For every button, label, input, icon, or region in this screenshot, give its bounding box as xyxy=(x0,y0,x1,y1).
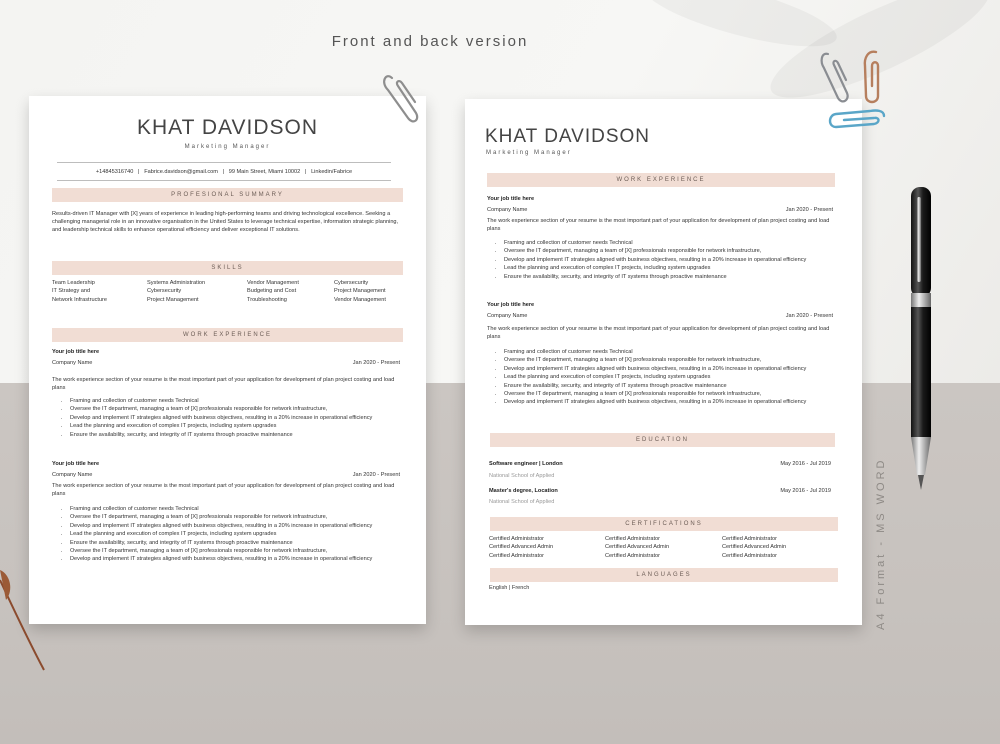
paperclip-icon xyxy=(818,48,852,108)
bullet-item: • Ensure the availability, security, and integrity of IT systems through proactive maintenance xyxy=(70,431,400,439)
cert-item: Certified Administrator xyxy=(605,536,661,542)
certs-col-2 xyxy=(605,535,669,560)
bullet-item: • Ensure the availability, security, and integrity of IT systems through proactive maintenance xyxy=(70,539,400,547)
job-dates: Jan 2020 - Present xyxy=(785,313,833,319)
skills-heading: SKILLS xyxy=(52,261,403,275)
edu-school: National School of Applied xyxy=(489,499,555,505)
bullet-item: • Ensure the availability, security, and integrity of IT systems through proactive maintenance xyxy=(504,382,834,390)
cert-item: Certified Administrator xyxy=(722,536,778,542)
job-title: Your job title here xyxy=(487,196,535,202)
bullet-item: • Lead the planning and execution of complex IT projects, including system upgrades xyxy=(70,530,400,538)
skill-item: Systems Administration xyxy=(147,280,206,286)
summary-heading: PROFESIONAL SUMMARY xyxy=(52,188,403,202)
cert-item: Certified Administrator xyxy=(722,552,778,559)
skill-item: Project Management xyxy=(334,288,386,295)
job-bullets xyxy=(60,397,400,439)
skill-item: Team Leadership xyxy=(52,280,95,286)
work-heading: WORK EXPERIENCE xyxy=(52,328,403,342)
skill-item: Troubleshooting xyxy=(247,296,287,303)
skills-col-2 xyxy=(147,279,205,304)
job-company: Company Name xyxy=(487,313,528,319)
skill-item: IT Strategy and xyxy=(52,288,91,295)
bullet-item: • Oversee the IT department, managing a team of [X] professionals responsible for network infrastructure, xyxy=(504,356,834,364)
pen-icon xyxy=(908,185,934,505)
job-dates: Jan 2020 - Present xyxy=(785,207,833,213)
bullet-item: • Develop and implement IT strategies aligned with business objectives, resulting in a 20% increase in operational efficiency xyxy=(70,414,400,422)
job-dates: Jan 2020 - Present xyxy=(352,472,400,478)
skill-item: Budgeting and Cost xyxy=(247,288,297,295)
certs-col-1 xyxy=(489,535,553,560)
format-caption: A4 Format - MS WORD xyxy=(875,457,887,630)
resume-name: KHAT DAVIDSON xyxy=(485,126,651,147)
cert-item: Certified Administrator xyxy=(489,552,545,559)
bullet-item: • Lead the planning and execution of complex IT projects, including system upgrades xyxy=(504,373,834,381)
bullet-item: • Framing and collection of customer needs Technical xyxy=(70,505,400,513)
skill-item: Cybersecurity xyxy=(334,280,369,286)
resume-front-page xyxy=(29,96,426,624)
resume-role: Marketing Manager xyxy=(184,144,271,150)
bullet-item: • Oversee the IT department, managing a team of [X] professionals responsible for network infrastructure, xyxy=(70,405,400,413)
job-company: Company Name xyxy=(52,360,93,366)
bullet-item: • Framing and collection of customer needs Technical xyxy=(70,397,400,405)
languages-heading: LANGUAGES xyxy=(490,568,838,582)
work-heading: WORK EXPERIENCE xyxy=(487,173,835,187)
edu-degree: Software engineer | London xyxy=(489,461,563,467)
job-description: The work experience section of your resume is the most important part of your application for development of plan project costing and load plans xyxy=(52,377,395,391)
paperclip-icon xyxy=(826,108,888,134)
paperclip-icon xyxy=(382,70,422,130)
bullet-item: • Develop and implement IT strategies aligned with business objectives, resulting in a 20% increase in operational efficiency xyxy=(504,398,834,406)
divider xyxy=(57,180,391,181)
bullet-item: • Lead the planning and execution of complex IT projects, including system upgrades xyxy=(504,264,834,272)
edu-school: National School of Applied xyxy=(489,473,555,479)
contact-line: +14845316740 | Fabrice.davidson@gmail.com | 99 Main Street, Miami 10002 | Linkedin/Fabrice xyxy=(95,169,353,175)
resume-role: Marketing Manager xyxy=(486,150,572,156)
certifications-heading: CERTIFICATIONS xyxy=(490,517,838,531)
dried-leaf-icon xyxy=(0,560,50,680)
paperclip-icon xyxy=(858,48,888,106)
edu-degree: Master's degree, Location xyxy=(489,488,558,494)
job-company: Company Name xyxy=(52,472,93,478)
job-bullets xyxy=(494,239,834,281)
bullet-item: • Oversee the IT department, managing a team of [X] professionals responsible for network infrastructure, xyxy=(70,547,400,555)
certs-col-3 xyxy=(722,535,786,560)
edu-dates: May 2016 - Jul 2019 xyxy=(780,461,831,467)
education-heading: EDUCATION xyxy=(490,433,835,447)
contact-email: Fabrice.davidson@gmail.com xyxy=(144,169,218,175)
languages-text: English | French xyxy=(489,585,530,591)
contact-address: 99 Main Street, Miami 10002 xyxy=(228,169,301,175)
skill-item: Vendor Management xyxy=(334,296,386,303)
bullet-item: • Lead the planning and execution of complex IT projects, including system upgrades xyxy=(70,422,400,430)
skills-col-3 xyxy=(247,279,299,304)
contact-linkedin: Linkedin/Fabrice xyxy=(311,169,353,175)
bullet-item: • Framing and collection of customer needs Technical xyxy=(504,348,834,356)
bullet-item: • Framing and collection of customer needs Technical xyxy=(504,239,834,247)
mockup-caption: Front and back version xyxy=(331,33,529,50)
bullet-item: • Oversee the IT department, managing a team of [X] professionals responsible for network infrastructure, xyxy=(70,513,400,521)
job-title: Your job title here xyxy=(52,349,100,355)
contact-phone: +14845316740 xyxy=(95,169,134,175)
job-company: Company Name xyxy=(487,207,528,213)
summary-text: Results-driven IT Manager with [X] years of experience in leading high-performing teams and driving technological excellence. Seeking a challenging managerial role in an innovative organisation in the United States to leverage technical expertise, information strategic planning, and leadership technical skills to enhance operational efficiency and deliver exceptional IT solutions. xyxy=(52,211,399,233)
edu-dates: May 2016 - Jul 2019 xyxy=(780,488,831,494)
job-bullets xyxy=(494,348,834,407)
resume-back-page xyxy=(465,99,862,625)
skill-item: Cybersecurity xyxy=(147,288,182,295)
cert-item: Certified Advanced Admin xyxy=(489,544,554,551)
divider xyxy=(57,162,391,163)
skills-col-4 xyxy=(334,279,386,304)
job-title: Your job title here xyxy=(52,461,100,467)
job-description: The work experience section of your resume is the most important part of your application for development of plan project costing and load plans xyxy=(52,483,395,497)
skill-item: Project Management xyxy=(147,296,199,303)
cert-item: Certified Advanced Admin xyxy=(605,544,670,551)
job-bullets xyxy=(60,505,400,564)
bullet-item: • Develop and implement IT strategies aligned with business objectives, resulting in a 20% increase in operational efficiency xyxy=(70,555,400,563)
cert-item: Certified Administrator xyxy=(489,536,545,542)
job-description: The work experience section of your resume is the most important part of your application for development of plan project costing and load plans xyxy=(487,218,830,232)
bullet-item: • Oversee the IT department, managing a team of [X] professionals responsible for network infrastructure, xyxy=(504,390,834,398)
skill-item: Network Infrastructure xyxy=(52,296,108,303)
cert-item: Certified Advanced Admin xyxy=(722,544,787,551)
bullet-item: • Develop and implement IT strategies aligned with business objectives, resulting in a 20% increase in operational efficiency xyxy=(70,522,400,530)
bullet-item: • Oversee the IT department, managing a team of [X] professionals responsible for network infrastructure, xyxy=(504,247,834,255)
skills-col-1 xyxy=(52,279,107,304)
job-description: The work experience section of your resume is the most important part of your application for development of plan project costing and load plans xyxy=(487,326,830,340)
job-title: Your job title here xyxy=(487,302,535,308)
cert-item: Certified Administrator xyxy=(605,552,661,559)
bullet-item: • Develop and implement IT strategies aligned with business objectives, resulting in a 20% increase in operational efficiency xyxy=(504,365,834,373)
job-dates: Jan 2020 - Present xyxy=(352,360,400,366)
bullet-item: • Ensure the availability, security, and integrity of IT systems through proactive maintenance xyxy=(504,273,834,281)
skill-item: Vendor Management xyxy=(247,280,299,286)
resume-name: KHAT DAVIDSON xyxy=(136,116,319,139)
bullet-item: • Develop and implement IT strategies aligned with business objectives, resulting in a 20% increase in operational efficiency xyxy=(504,256,834,264)
